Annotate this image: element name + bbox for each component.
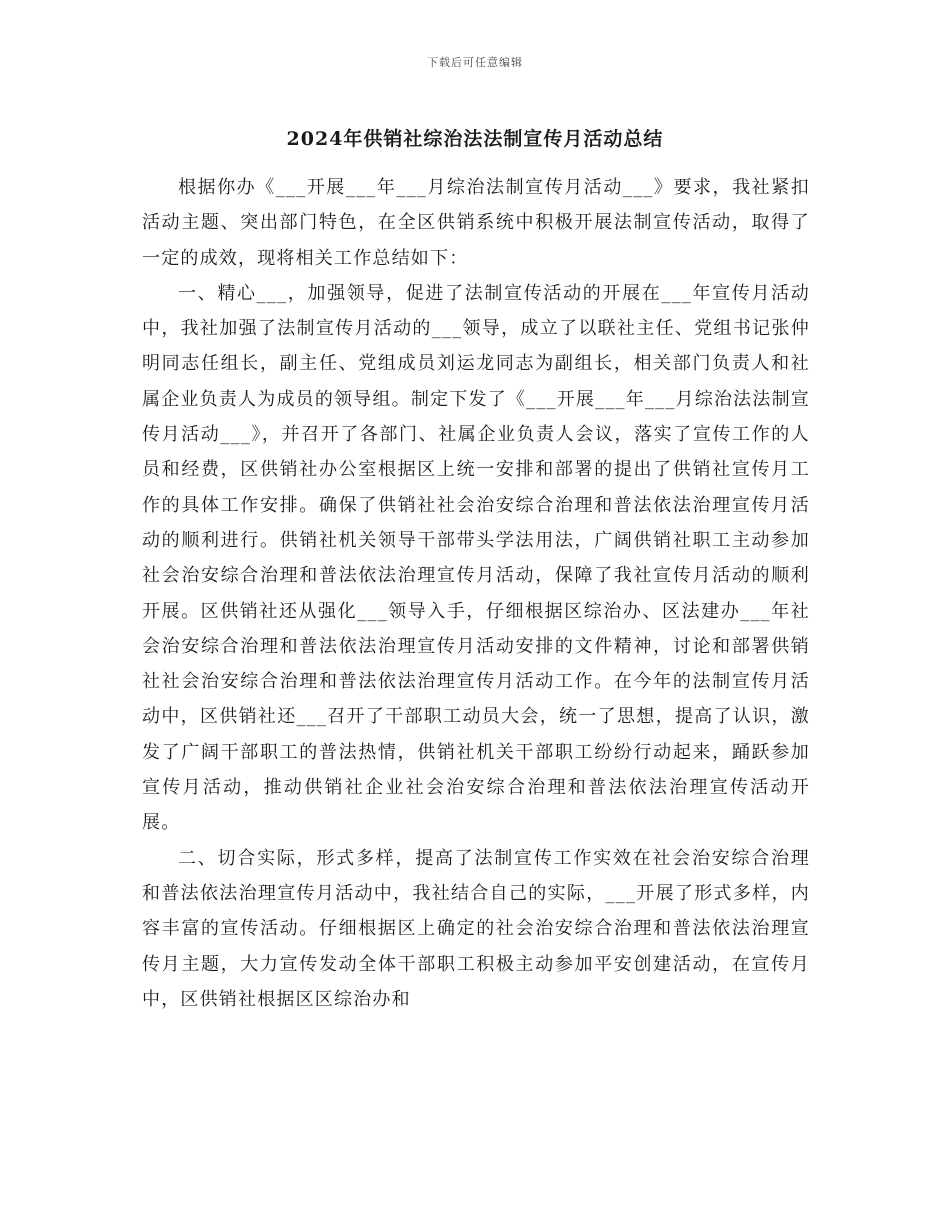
document-body xyxy=(142,170,810,1017)
paragraph-section-1: 一、精心___，加强领导，促进了法制宣传活动的开展在___年宣传月活动中，我社加强了法制宣传月活动的___领导，成立了以联社主任、党组书记张仲明同志任组长，副主任、党组成员刘运龙同志为副组长，相关部门负责人和社属企业负责人为成员的领导组。制定下发了《___开展___年___月综治法法制宣传月活动___》，并召开了各部门、社属企业负责人会议，落实了宣传工作的人员和经费，区供销社办公室根据区上统一安排和部署的提出了供销社宣传月工作的具体工作安排。确保了供销社社会治安综合治理和普法依法治理宣传月活动的顺利进行。供销社机关领导干部带头学法用法，广阔供销社职工主动参加社会治安综合治理和普法依法治理宣传月活动，保障了我社宣传月活动的顺利开展。区供销社还从强化___领导入手，仔细根据区综治办、区法建办___年社会治安综合治理和普法依法治理宣传月活动安排的文件精神，讨论和部署供销社社会治安综合治理和普法依法治理宣传月活动工作。在今年的法制宣传月活动中，区供销社还___召开了干部职工动员大会，统一了思想，提高了认识，激发了广阔干部职工的普法热情，供销社机关干部职工纷纷行动起来，踊跃参加宣传月活动，推动供销社企业社会治安综合治理和普法依法治理宣传活动开展。 xyxy=(142,282,810,834)
paragraph-intro: 根据你办《___开展___年___月综治法制宣传月活动___》要求，我社紧扣活动主题、突出部门特色，在全区供销系统中积极开展法制宣传活动，取得了一定的成效，现将相关工作总结如下： xyxy=(142,177,810,269)
header-note: 下载后可任意编辑 xyxy=(427,56,523,69)
document-title: 2024年供销社综治法法制宣传月活动总结 xyxy=(286,128,664,150)
paragraph-section-2: 二、切合实际，形式多样，提高了法制宣传工作实效在社会治安综合治理和普法依法治理宣传月活动中，我社结合自己的实际，___开展了形式多样，内容丰富的宣传活动。仔细根据区上确定的社会治安综合治理和普法依法治理宣传月主题，大力宣传发动全体干部职工积极主动参加平安创建活动，在宣传月中，区供销社根据区区综治办和 xyxy=(142,847,810,1010)
